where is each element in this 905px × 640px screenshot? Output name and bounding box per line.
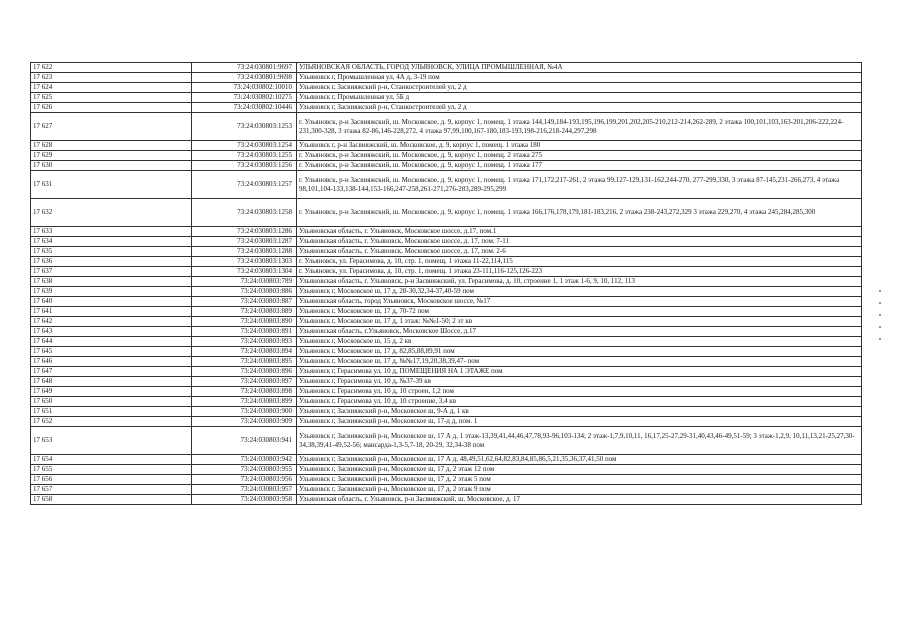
address-cell: г. Ульяновск, р-н Засвияжский, ш. Московское, д. 9, корпус 1, помещ. 1 этажа 171,172,217-261, 2 этажа 99,127-129,131-162,244-270, 277-299,330, 3 этажа 87-145,231-266,273, 4 этажа 98,101,104-133,138-144,153-166,247-258,261-271,276-283,289-295,299 (297, 171, 862, 199)
address-cell: Ульяновск г, Засвияжский р-н, Московское ш, 17 д, 2 этаж 12 пом (297, 465, 862, 475)
cadastral-number-cell: 73:24:030803:957 (192, 485, 297, 495)
table-row (31, 227, 862, 237)
row-number-cell: 17 641 (31, 307, 192, 317)
address-cell: Ульяновск г, Засвияжский р-н, Московское ш, 17 д, 2 этаж 9 пом (297, 485, 862, 495)
cadastral-number-cell: 73:24:030803:896 (192, 367, 297, 377)
cadastral-number-cell: 73:24:030803:1255 (192, 151, 297, 161)
row-number-cell: 17 658 (31, 495, 192, 505)
table-row (31, 257, 862, 267)
table-row (31, 73, 862, 83)
table-row (31, 297, 862, 307)
address-cell: Ульяновск г, Московское ш, 17 д, 1 этаж: №№1-50; 2 эт кв (297, 317, 862, 327)
table-row (31, 93, 862, 103)
table-row (31, 83, 862, 93)
table-row (31, 387, 862, 397)
cadastral-number-cell: 73:24:030801:9698 (192, 73, 297, 83)
table-row (31, 337, 862, 347)
address-cell: Ульяновск г, Московское ш, 17 д, 82,85,88,89,91 пом (297, 347, 862, 357)
row-number-cell: 17 633 (31, 227, 192, 237)
address-cell: Ульяновск г, Засвияжский р-н, Станкостроителей ул, 2 д (297, 103, 862, 113)
cadastral-number-cell: 73:24:030803:956 (192, 475, 297, 485)
table-row (31, 141, 862, 151)
table-row (31, 113, 862, 141)
row-number-cell: 17 636 (31, 257, 192, 267)
cadastral-number-cell: 73:24:030803:894 (192, 347, 297, 357)
cadastral-number-cell: 73:24:030803:1288 (192, 247, 297, 257)
row-number-cell: 17 626 (31, 103, 192, 113)
address-cell: УЛЬЯНОВСКАЯ ОБЛАСТЬ, ГОРОД УЛЬЯНОВСК, УЛИЦА ПРОМЫШЛЕННАЯ, №4А (297, 63, 862, 73)
cadastral-number-cell: 73:24:030803:941 (192, 427, 297, 455)
cadastral-table (30, 62, 862, 505)
cadastral-number-cell: 73:24:030803:1258 (192, 199, 297, 227)
address-cell: Ульяновская область, город Ульяновск, Московское шоссе, №17 (297, 297, 862, 307)
cadastral-number-cell: 73:24:030803:1256 (192, 161, 297, 171)
address-cell: Ульяновск г, Засвияжский р-н, Станкостроителей ул, 2 д (297, 83, 862, 93)
row-number-cell: 17 638 (31, 277, 192, 287)
address-cell: Ульяновская область, г. Ульяновск, р-н Засвияжский, ул. Герасимова, д. 10, строение 1, 1 этаж 1-6, 9, 10, 112, 113 (297, 277, 862, 287)
cadastral-number-cell: 73:24:030803:893 (192, 337, 297, 347)
table-row (31, 103, 862, 113)
table-row (31, 199, 862, 227)
table-row (31, 277, 862, 287)
table-row (31, 427, 862, 455)
cadastral-number-cell: 73:24:030803:1257 (192, 171, 297, 199)
address-cell: Ульяновск г, Московское ш, 17 д, 28-30,32,34-37,40-59 пом (297, 287, 862, 297)
address-cell: Ульяновск г, Засвияжский р-н, Московское ш, 17-д д, пом. 1 (297, 417, 862, 427)
cadastral-number-cell: 73:24:030803:886 (192, 287, 297, 297)
row-number-cell: 17 631 (31, 171, 192, 199)
row-number-cell: 17 648 (31, 377, 192, 387)
address-cell: Ульяновск г, Промышленная ул, 4А д, 3-19 пом (297, 73, 862, 83)
table-row (31, 455, 862, 465)
row-number-cell: 17 652 (31, 417, 192, 427)
table-row (31, 465, 862, 475)
row-number-cell: 17 653 (31, 427, 192, 455)
address-cell: г. Ульяновск, р-н Засвияжский, ш. Московское, д. 9, корпус 1, помещ. 1 этажа 144,149,184-193,195,196,199,201,202,205-210,212-214,262-289, 2 этажа 100,101,103,163-201,206-222,224-231,300-328, 3 этажа 82-86,146-228,272, 4 этажа 97,99,100,167-180,183-193,198-216,218-244,297,298 (297, 113, 862, 141)
cadastral-number-cell: 73:24:030803:899 (192, 397, 297, 407)
cadastral-number-cell: 73:24:030803:1286 (192, 227, 297, 237)
address-cell: Ульяновск г, Промышленная ул, 5Б д (297, 93, 862, 103)
table-row (31, 247, 862, 257)
row-number-cell: 17 629 (31, 151, 192, 161)
cadastral-number-cell: 73:24:030802:10446 (192, 103, 297, 113)
cadastral-number-cell: 73:24:030803:1304 (192, 267, 297, 277)
row-number-cell: 17 632 (31, 199, 192, 227)
table-row (31, 267, 862, 277)
table-row (31, 327, 862, 337)
row-number-cell: 17 644 (31, 337, 192, 347)
row-number-cell: 17 656 (31, 475, 192, 485)
address-cell: Ульяновск г, Московское ш, 17 д, №№17,19,20,38,39,47- пом (297, 357, 862, 367)
address-cell: Ульяновск г, Засвияжский р-н, Московское ш, 9-А д, 1 кв (297, 407, 862, 417)
row-number-cell: 17 650 (31, 397, 192, 407)
row-number-cell: 17 623 (31, 73, 192, 83)
address-cell: Ульяновск г, Герасимова ул, 10 д, 10 строение, 3,4 кв (297, 397, 862, 407)
address-cell: Ульяновск г, Герасимова ул, 10 д, ПОМЕЩЕНИЯ НА 1 ЭТАЖЕ пом (297, 367, 862, 377)
row-number-cell: 17 643 (31, 327, 192, 337)
address-cell: Ульяновская область, г.Ульяновск, Московское Шоссе, д.17 (297, 327, 862, 337)
cadastral-number-cell: 73:24:030803:895 (192, 357, 297, 367)
row-number-cell: 17 645 (31, 347, 192, 357)
row-number-cell: 17 634 (31, 237, 192, 247)
cadastral-number-cell: 73:24:030803:1254 (192, 141, 297, 151)
address-cell: Ульяновск г, Герасимова ул, 10 д, 10 строен, 1,2 пом (297, 387, 862, 397)
row-number-cell: 17 625 (31, 93, 192, 103)
cadastral-number-cell: 73:24:030803:890 (192, 317, 297, 327)
table-row (31, 347, 862, 357)
table-row (31, 237, 862, 247)
cadastral-number-cell: 73:24:030803:942 (192, 455, 297, 465)
row-number-cell: 17 639 (31, 287, 192, 297)
table-row (31, 171, 862, 199)
table-row (31, 417, 862, 427)
address-cell: Ульяновская область, г. Ульяновск, Московское шоссе, д. 17, пом. 2-6 (297, 247, 862, 257)
cadastral-number-cell: 73:24:030803:909 (192, 417, 297, 427)
address-cell: Ульяновская область, г. Ульяновск, Московское шоссе, д.17, пом.1 (297, 227, 862, 237)
address-cell: г. Ульяновск, р-н Засвияжский, ш. Московское, д. 9, корпус 1, помещ. 1 этажа 166,176,178,179,181-183,216, 2 этажа 238-243,272,329 3 этажа 229,270, 4 этажа 245,284,285,300 (297, 199, 862, 227)
row-number-cell: 17 622 (31, 63, 192, 73)
table-row (31, 161, 862, 171)
document-page (30, 62, 862, 505)
cadastral-number-cell: 73:24:030803:891 (192, 327, 297, 337)
row-number-cell: 17 649 (31, 387, 192, 397)
row-number-cell: 17 642 (31, 317, 192, 327)
table-row (31, 317, 862, 327)
table-row (31, 495, 862, 505)
address-cell: г. Ульяновск, ул. Герасимова, д. 10, стр. 1, помещ. 1 этажа 11-22,114,115 (297, 257, 862, 267)
row-number-cell: 17 635 (31, 247, 192, 257)
address-cell: г. Ульяновск, р-н Засвияжский, ш. Московское, д. 9, корпус 1, помещ. 2 этажа 275 (297, 151, 862, 161)
table-row (31, 485, 862, 495)
row-number-cell: 17 637 (31, 267, 192, 277)
cadastral-number-cell: 73:24:030802:10010 (192, 83, 297, 93)
address-cell: Ульяновск г, Засвияжский р-н, Московское ш, 17 А д, 48,49,51,62,64,82,83,84,85,86,5,21,35,36,37,41,50 пом (297, 455, 862, 465)
table-row (31, 63, 862, 73)
cadastral-number-cell: 73:24:030803:958 (192, 495, 297, 505)
table-row (31, 151, 862, 161)
cadastral-number-cell: 73:24:030803:1303 (192, 257, 297, 267)
row-number-cell: 17 624 (31, 83, 192, 93)
cadastral-number-cell: 73:24:030803:955 (192, 465, 297, 475)
row-number-cell: 17 627 (31, 113, 192, 141)
row-number-cell: 17 628 (31, 141, 192, 151)
row-number-cell: 17 655 (31, 465, 192, 475)
cadastral-number-cell: 73:24:030803:1287 (192, 237, 297, 247)
table-row (31, 357, 862, 367)
cadastral-number-cell: 73:24:030803:897 (192, 377, 297, 387)
table-row (31, 407, 862, 417)
row-number-cell: 17 640 (31, 297, 192, 307)
address-cell: Ульяновск г, Московское ш, 15 д, 2 кв (297, 337, 862, 347)
cadastral-number-cell: 73:24:030801:9697 (192, 63, 297, 73)
row-number-cell: 17 646 (31, 357, 192, 367)
row-number-cell: 17 647 (31, 367, 192, 377)
row-number-cell: 17 657 (31, 485, 192, 495)
table-row (31, 307, 862, 317)
row-number-cell: 17 654 (31, 455, 192, 465)
address-cell: Ульяновск г, Засвияжский р-н, Московское ш, 17 А д, 1 этаж-13,39,41,44,46,47,78,93-96,103-134; 2 этаж-1,7,9,10,11, 16,17,25-27,29-31,40,43,46-49,51-59; 3 этаж-1,2,9, 10,11,13,21-25,27,30-34,38,39,41-49,52-56; мансарда-1,3-5,7-18, 20-29, 32,34-38 пом (297, 427, 862, 455)
cadastral-number-cell: 73:24:030803:1253 (192, 113, 297, 141)
cadastral-number-cell: 73:24:030803:900 (192, 407, 297, 417)
table-body (31, 63, 862, 505)
cadastral-number-cell: 73:24:030803:887 (192, 297, 297, 307)
cadastral-number-cell: 73:24:030802:10275 (192, 93, 297, 103)
scan-margin-marks (876, 280, 884, 390)
table-row (31, 397, 862, 407)
row-number-cell: 17 651 (31, 407, 192, 417)
cadastral-number-cell: 73:24:030803:889 (192, 307, 297, 317)
address-cell: г. Ульяновск, ул. Герасимова, д. 10, стр. 1, помещ. 1 этажа 23-111,116-125,126-223 (297, 267, 862, 277)
address-cell: Ульяновская область, г. Ульяновск, р-н Засвияжский, ш. Московское, д. 17 (297, 495, 862, 505)
table-row (31, 287, 862, 297)
table-row (31, 377, 862, 387)
row-number-cell: 17 630 (31, 161, 192, 171)
table-row (31, 475, 862, 485)
address-cell: Ульяновская область, г. Ульяновск, Московское шоссе, д. 17, пом. 7-11 (297, 237, 862, 247)
address-cell: Ульяновск г, р-н Засвияжский, ш. Московское, д. 9, корпус 1, помещ. 1 этажа 180 (297, 141, 862, 151)
cadastral-number-cell: 73:24:030803:898 (192, 387, 297, 397)
address-cell: Ульяновск г, Герасимова ул, 10 д, №37-39 кв (297, 377, 862, 387)
table-row (31, 367, 862, 377)
cadastral-number-cell: 73:24:030803:789 (192, 277, 297, 287)
address-cell: Ульяновск г, Московское ш, 17 д, 70-72 пом (297, 307, 862, 317)
address-cell: г. Ульяновск, р-н Засвияжский, ш. Московское, д. 9, корпус 1, помещ. 1 этажа 177 (297, 161, 862, 171)
address-cell: Ульяновск г, Засвияжский р-н, Московское ш, 17 д, 2 этаж 5 пом (297, 475, 862, 485)
